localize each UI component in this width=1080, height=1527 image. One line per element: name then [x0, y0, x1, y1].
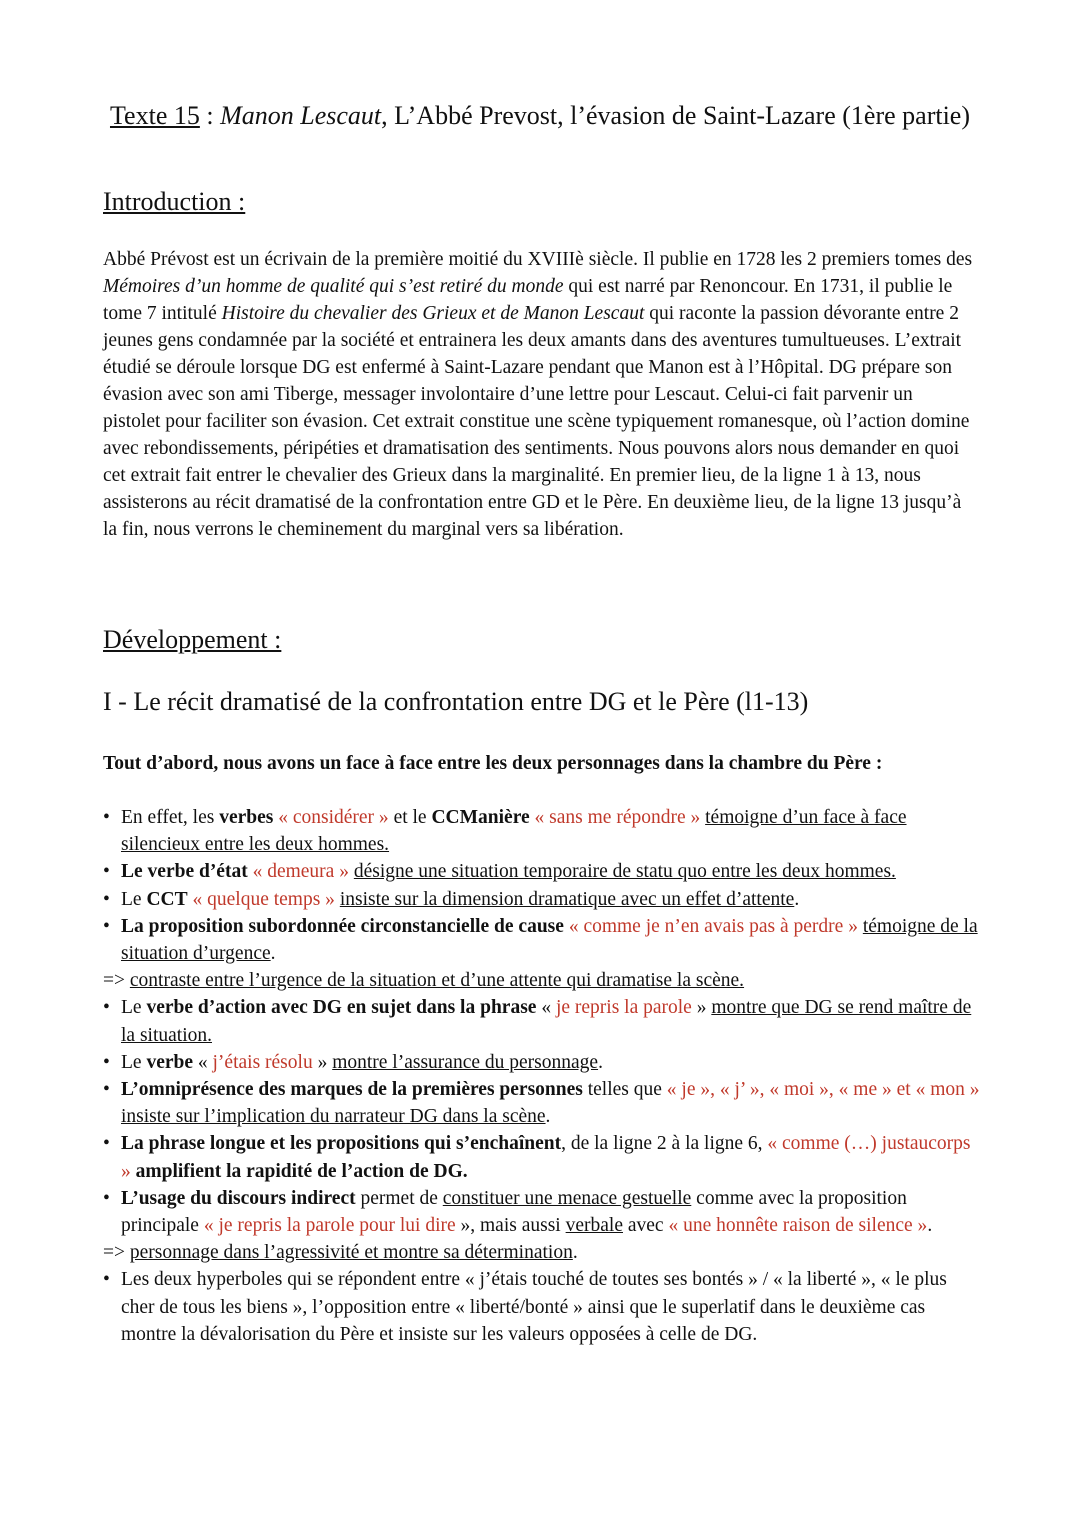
text-span: Le [121, 888, 147, 910]
title-separator: : [199, 101, 221, 130]
text-span: Le [121, 997, 147, 1019]
analysis-list [103, 804, 983, 1348]
list-item [103, 1185, 983, 1239]
text-span: « [193, 1051, 213, 1073]
text-span: « je », « j’ », « moi », « me » et « mon » [666, 1079, 980, 1101]
text-span: amplifient la rapidité de l’action de DG. [130, 1160, 468, 1182]
text-span: « je repris la parole pour lui dire [203, 1215, 456, 1237]
conclusion-line [103, 1239, 983, 1266]
text-span: En effet, les [121, 807, 220, 828]
title-rest: , L’Abbé Prevost, l’évasion de Saint-Lazare (1ère partie) [381, 101, 970, 130]
text-span: L’usage du discours indirect [121, 1187, 356, 1209]
intro-text-1: Abbé Prévost est un écrivain de la première moitié du XVIIIè siècle. Il publie en 1728 les 2 premiers tomes des [103, 249, 973, 270]
text-span: verbe d’action avec DG en sujet dans la phrase [146, 997, 537, 1019]
page-title [100, 100, 980, 132]
intro-title-2: Histoire du chevalier des Grieux et de Manon Lescaut [221, 303, 645, 324]
text-span: verbes [219, 807, 274, 828]
text-span: désigne une situation temporaire de statu quo entre les deux hommes. [353, 861, 896, 883]
text-span: constituer une menace gestuelle [442, 1187, 692, 1209]
text-span: montre l’assurance du personnage [332, 1051, 599, 1073]
list-item [103, 913, 983, 967]
conclusion-line [103, 967, 983, 994]
text-span: => [103, 970, 130, 992]
text-span: La proposition subordonnée circonstancielle de cause [121, 915, 564, 937]
text-span: et le [388, 807, 432, 828]
text-span: personnage dans l’agressivité et montre sa détermination [129, 1242, 573, 1264]
text-span: Le verbe d’état [121, 861, 248, 883]
text-span: comme avec la proposition principale [121, 1187, 907, 1237]
list-item [103, 858, 983, 885]
title-label: Texte 15 [109, 101, 200, 130]
intro-text-3: qui raconte la passion dévorante entre 2 jeunes gens condamnée par la société et entrainera les deux amants dans des aventures tumultueuses. L’extrait étudié se déroule lorsque DG est enfermé à Saint-Lazare pendant que Manon est à l’Hôpital. DG prépare son évasion avec son ami Tiberge, messager involontaire d’une lettre pour Lescaut. Celui-ci fait parvenir un pistolet pour faciliter son évasion. Cet extrait constitue une scène typiquement romanesque, où l’action domine avec rebondissements, péripéties et dramatisation des sentiments. Nous pouvons alors nous demander en quoi cet extrait fait entrer le chevalier des Grieux dans la marginalité. En premier lieu, de la ligne 1 à 13, nous assisterons au récit dramatisé de la confrontation entre GD et le Père. En deuxième lieu, de la ligne 13 jusqu’à la fin, nous verrons le cheminement du marginal vers sa libération. [103, 303, 970, 540]
text-span: . [572, 1242, 578, 1264]
text-span: L’omniprésence des marques de la premières personnes [121, 1079, 583, 1101]
text-span: « considérer » [273, 807, 389, 828]
text-span: « comme je n’en avais pas à perdre » [563, 915, 858, 937]
list-item [103, 1076, 983, 1130]
text-span: insiste sur l’implication du narrateur DG dans la scène [121, 1106, 546, 1128]
text-span: avec [623, 1215, 669, 1237]
text-span: Le [121, 1051, 147, 1073]
text-span: « demeura » [247, 861, 349, 883]
dev-heading: Développement : [103, 625, 282, 654]
text-span: CCT [146, 888, 188, 910]
text-span: verbale [565, 1215, 623, 1237]
text-span: CCManière [431, 807, 530, 828]
list-item [103, 804, 983, 858]
text-span: témoigne d’un face à face silencieux entre les deux hommes. [121, 807, 907, 856]
list-item [103, 994, 983, 1048]
text-span: . [794, 888, 800, 910]
text-span: telles que [582, 1079, 667, 1101]
intro-title-1: Mémoires d’un homme de qualité qui s’est retiré du monde [103, 276, 564, 297]
text-span: contraste entre l’urgence de la situation et d’une attente qui dramatise la scène. [129, 970, 745, 992]
text-span: témoigne de la situation d’urgence [121, 915, 978, 965]
text-span: insiste sur la dimension dramatique avec un effet d’attente [339, 888, 795, 910]
text-span: . [598, 1051, 603, 1073]
list-item [103, 1049, 983, 1076]
text-span: permet de [355, 1187, 443, 1209]
text-span: , de la ligne 2 à la ligne 6, [561, 1133, 768, 1155]
text-span: » [691, 997, 712, 1019]
part-heading: I - Le récit dramatisé de la confrontation entre DG et le Père (l1-13) [103, 687, 809, 716]
text-span: j’étais résolu [212, 1051, 313, 1073]
list-item [103, 1266, 983, 1348]
text-span: » [312, 1051, 333, 1073]
intro-text-2: qui est narré par Renoncour. En 1731, il publie le tome 7 intitulé [103, 276, 953, 324]
text-span: je repris la parole [555, 997, 692, 1019]
text-span: Les deux hyperboles qui se répondent entre « j’étais touché de toutes ses bontés » / « la liberté », « le plus cher de tous les biens », l’opposition entre « liberté/bonté » ainsi que le superlatif dans le deuxième cas montre la dévalorisation du Père et insiste sur les valeurs opposées à celle de DG. [121, 1269, 947, 1345]
text-span: « sans me répondre » [529, 807, 701, 828]
text-span: . [927, 1215, 933, 1237]
intro-paragraph [103, 246, 973, 543]
text-span: « une honnête raison de silence » [668, 1215, 928, 1237]
text-span: montre que DG se rend maître de la situation. [121, 997, 972, 1046]
text-span: La phrase longue et les propositions qui s’enchaînent [121, 1133, 562, 1155]
text-span: . [270, 943, 276, 965]
text-span: . [545, 1106, 551, 1128]
list-item [103, 886, 983, 913]
text-span: verbe [146, 1051, 194, 1073]
text-span: « [536, 997, 556, 1019]
text-span: », mais aussi [455, 1215, 566, 1237]
lead-sentence: Tout d’abord, nous avons un face à face entre les deux personnages dans la chambre du Père : [103, 753, 883, 774]
intro-heading: Introduction : [103, 187, 246, 216]
list-item [103, 1130, 983, 1184]
text-span: « quelque temps » [187, 888, 335, 910]
title-work: Manon Lescaut [220, 101, 382, 130]
text-span: => [103, 1242, 130, 1264]
text-span: « comme (…) justaucorps » [121, 1133, 971, 1182]
